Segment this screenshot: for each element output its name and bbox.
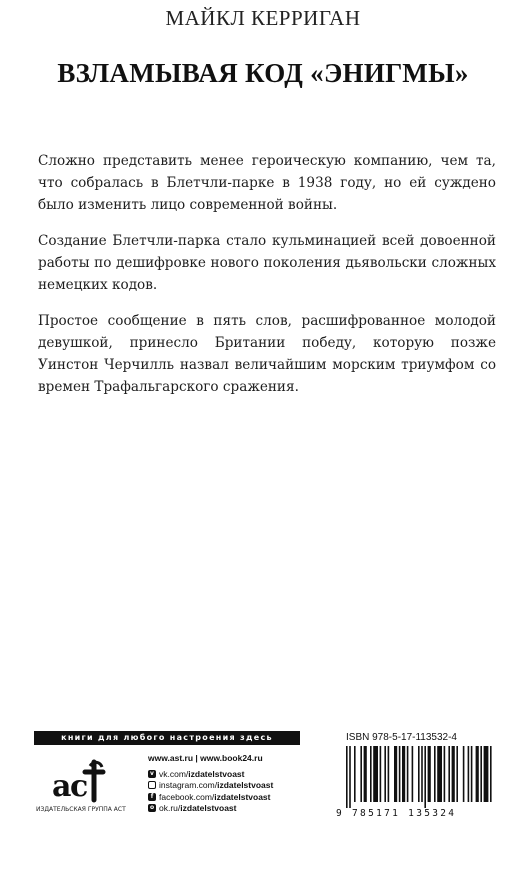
barcode-digits: 9 785171 135324 <box>336 808 457 819</box>
social-link-instagram[interactable]: instagram.com/izdatelstvoast <box>148 780 308 792</box>
author-name: МАЙКЛ КЕРРИГАН <box>165 6 361 30</box>
barcode-bar <box>434 746 436 802</box>
barcode-bar <box>471 746 473 802</box>
barcode-bar <box>437 746 442 802</box>
barcode-bar <box>354 746 356 802</box>
annotation-paragraph: Сложно представить менее героическую компанию, чем та, что собралась в Блетчли-парке в 1938 году, но ей суждено было изменить лицо современной войны. <box>38 153 496 213</box>
ast-logo-icon <box>50 758 114 804</box>
barcode-bar <box>364 746 367 802</box>
barcode-bar <box>468 746 470 802</box>
barcode-bar <box>412 746 414 802</box>
svg-text:a: a <box>52 769 72 804</box>
contact-links <box>148 753 308 814</box>
barcode-bar <box>407 746 409 802</box>
barcode-bar <box>463 746 465 802</box>
instagram-icon <box>148 781 156 789</box>
annotation-paragraph: Создание Блетчли-парка стало кульминацией всей довоенной работы по дешифровке нового поколения дьявольски сложных немецких кодов. <box>38 233 496 293</box>
barcode-bar <box>349 746 351 808</box>
annotation-paragraph: Простое сообщение в пять слов, расшифрованное молодой девушкой, принесло Британии победу, которую позже Уинстон Черчилль назвал величайшим морским триумфом со времен Трафальгарского сражения. <box>38 313 496 395</box>
barcode-bar <box>456 746 458 802</box>
barcode-bar <box>444 746 446 802</box>
barcode-bar <box>490 746 492 802</box>
barcode-bar <box>384 746 386 802</box>
isbn-label: ISBN 978-5-17-113532-4 <box>346 732 457 743</box>
barcode <box>344 746 494 808</box>
ok-icon: o <box>149 804 155 812</box>
social-link-facebook[interactable]: f facebook.com/izdatelstvoast <box>148 791 308 803</box>
barcode-bar <box>448 746 450 802</box>
social-link-ok[interactable]: o ok.ru/izdatelstvoast <box>149 803 237 814</box>
barcode-bar <box>421 746 423 802</box>
facebook-icon: f <box>148 793 156 801</box>
barcode-bar <box>346 746 348 808</box>
vk-icon: v <box>148 770 156 778</box>
barcode-bar <box>360 746 362 802</box>
publisher-caption: ИЗДАТЕЛЬСКАЯ ГРУППА АСТ <box>36 806 126 813</box>
website-links[interactable]: www.ast.ru | www.book24.ru <box>148 753 263 763</box>
barcode-bar <box>373 746 378 802</box>
barcode-bar <box>388 746 390 802</box>
barcode-bar <box>380 746 382 802</box>
social-link-vk[interactable]: v vk.com/izdatelstvoast <box>148 768 308 780</box>
barcode-bar <box>476 746 479 802</box>
tagline-banner: книги для любого настроения здесь <box>34 731 300 745</box>
barcode-bar <box>394 746 397 802</box>
barcode-bar <box>480 746 482 802</box>
annotation-text <box>38 150 496 412</box>
barcode-bar <box>428 746 431 802</box>
barcode-bar <box>418 746 420 802</box>
barcode-bar <box>402 746 405 802</box>
svg-text:c: c <box>70 769 89 804</box>
barcode-bar <box>370 746 372 802</box>
barcode-bar <box>424 746 426 808</box>
book-title: ВЗЛАМЫВАЯ КОД «ЭНИГМЫ» <box>57 58 469 88</box>
barcode-bar <box>399 746 401 802</box>
barcode-bar <box>452 746 455 802</box>
publisher-logo <box>36 758 146 813</box>
barcode-bar <box>484 746 489 802</box>
